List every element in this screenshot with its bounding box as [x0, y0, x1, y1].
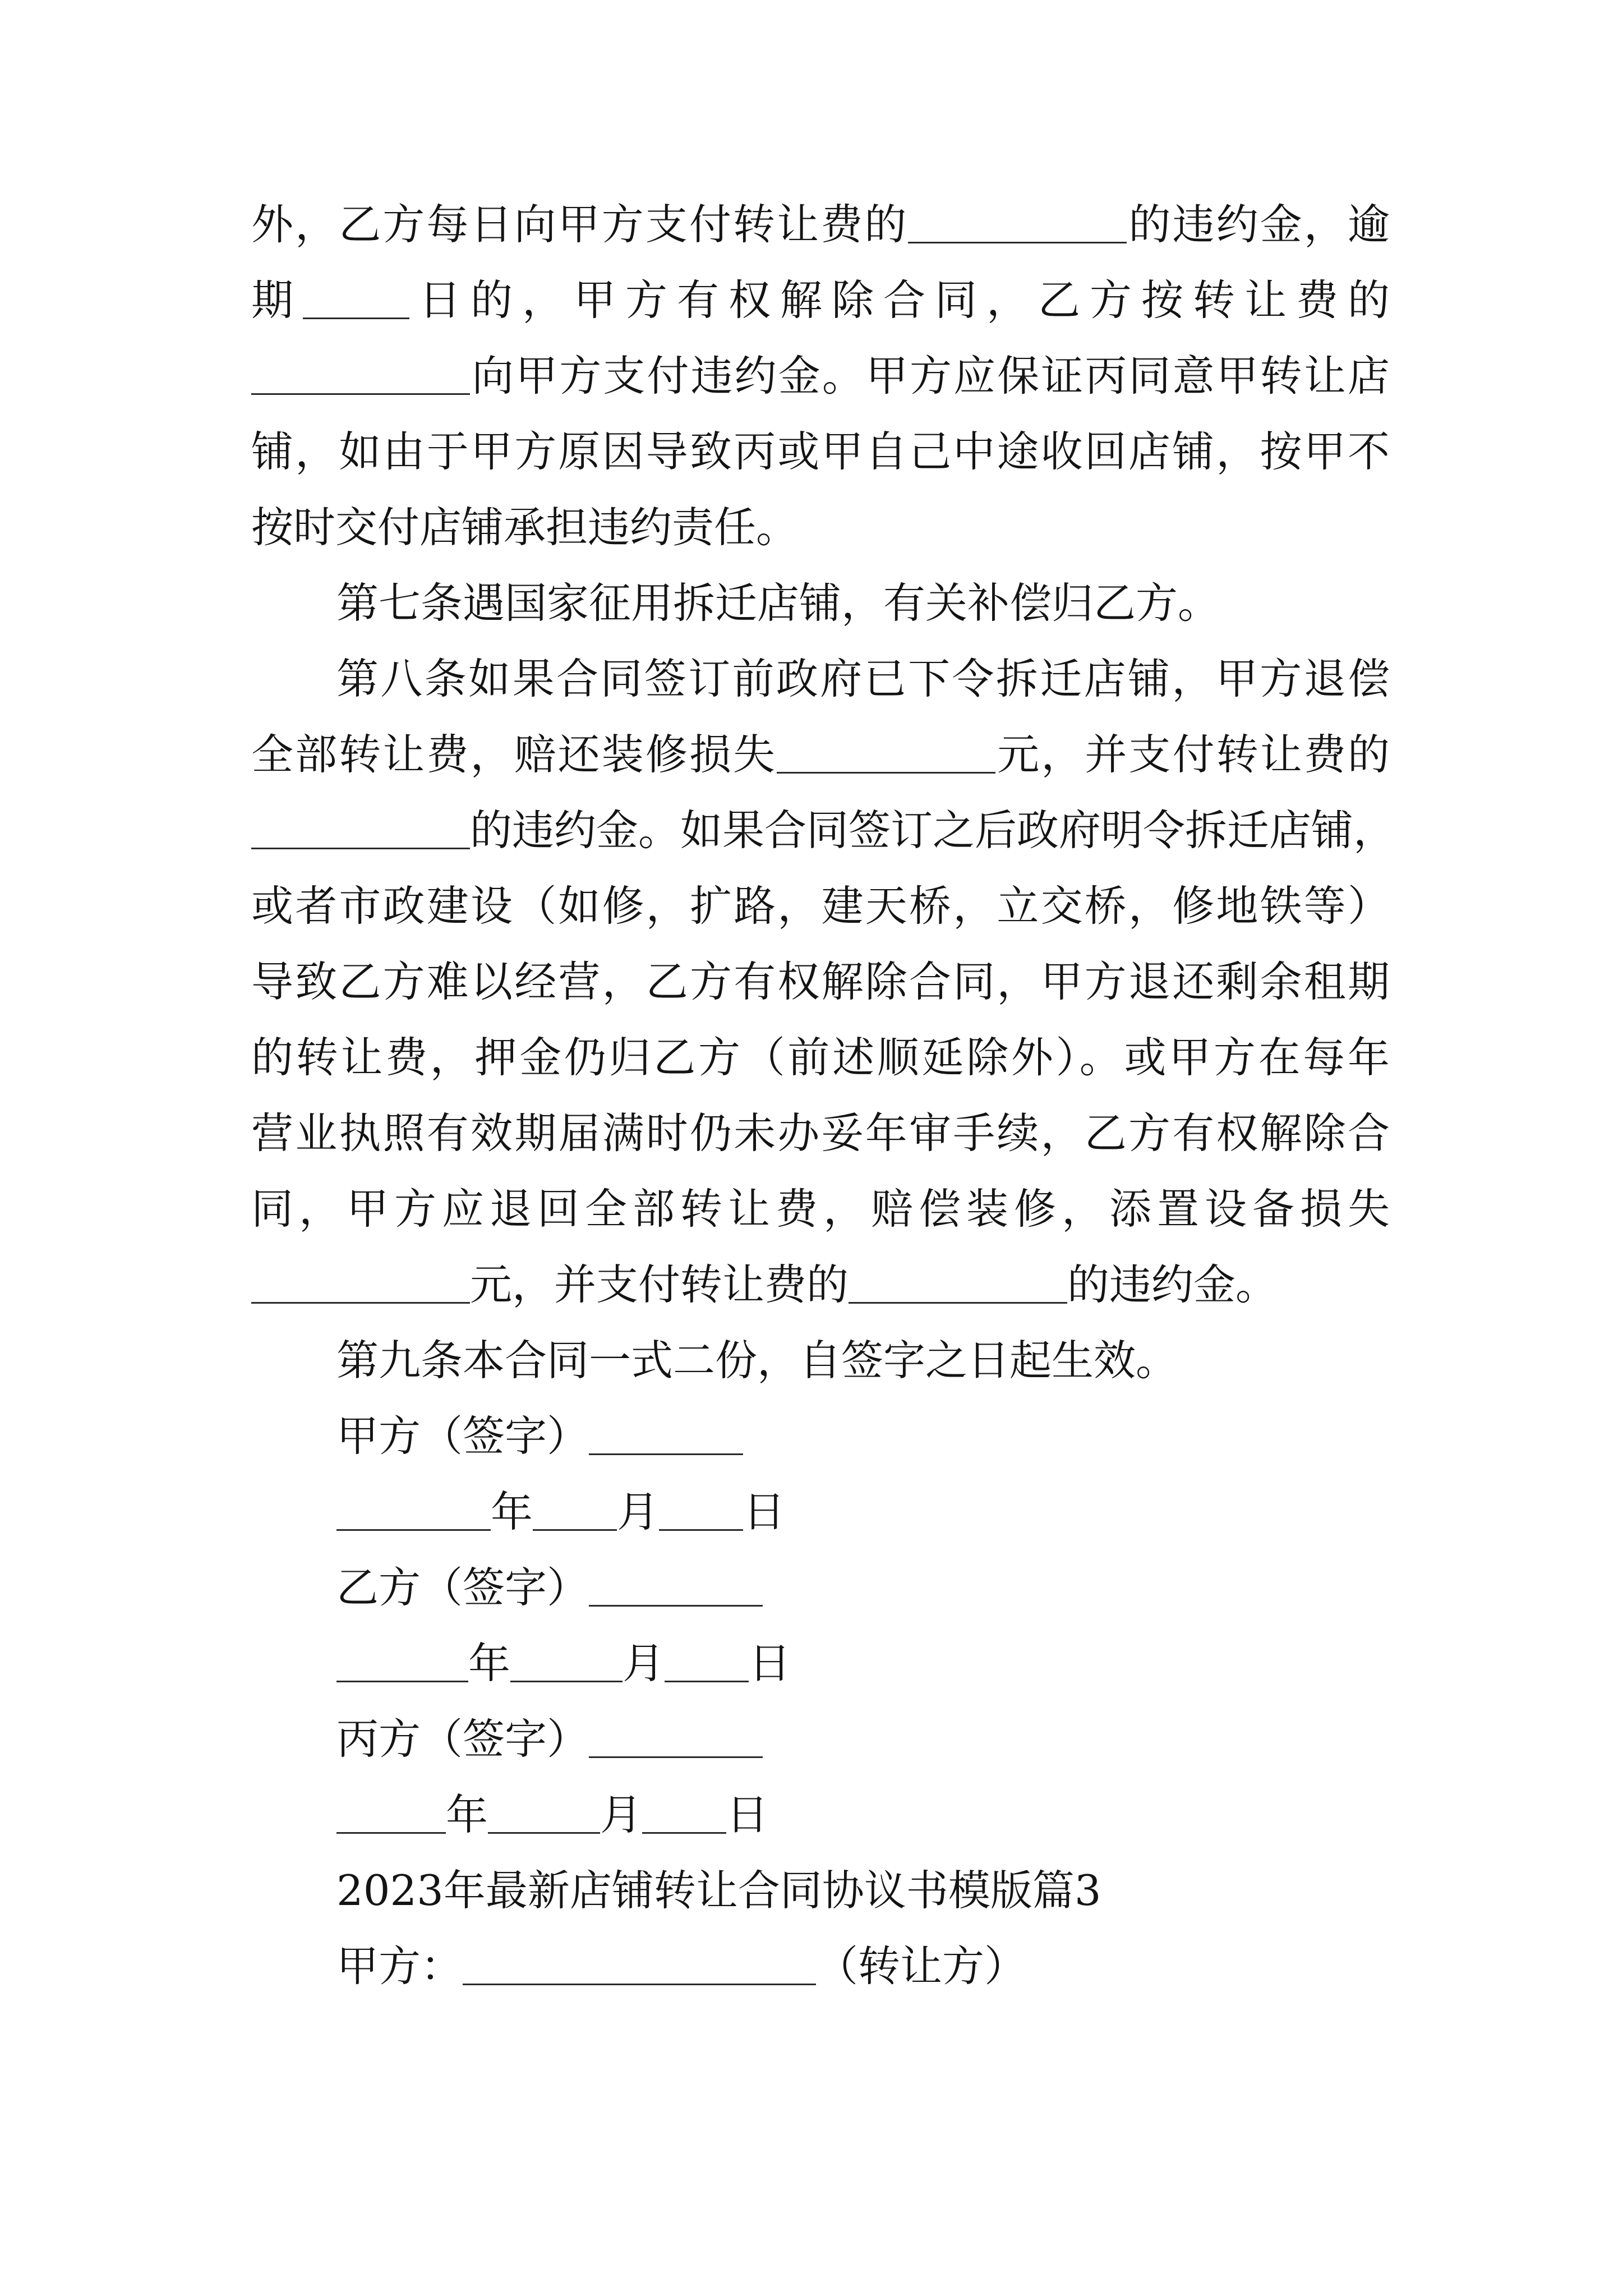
party-c-label: 丙方（签字） — [336, 1714, 589, 1764]
clause-seven: 第七条遇国家征用拆迁店铺，有关补偿归乙方。 — [336, 578, 1220, 628]
party-b-date-line — [336, 1635, 1390, 1691]
paragraph-line — [251, 499, 1390, 555]
paragraph-line — [251, 726, 1390, 783]
month-field[interactable] — [510, 1641, 623, 1682]
paragraph-line — [251, 954, 1390, 1010]
day-field[interactable] — [659, 1490, 743, 1531]
fill-in-blank[interactable] — [908, 203, 1127, 243]
paragraph-line — [251, 802, 1396, 858]
paragraph-line — [336, 575, 1390, 631]
day-label: 日 — [749, 1639, 791, 1688]
fill-in-blank[interactable] — [251, 1263, 470, 1304]
paragraph-line — [251, 1029, 1390, 1085]
fill-in-blank[interactable] — [849, 1263, 1067, 1304]
year-label: 年 — [446, 1790, 488, 1839]
year-field[interactable] — [336, 1490, 491, 1531]
paragraph-line — [251, 272, 1390, 328]
party-b-signature-line — [336, 1559, 1390, 1616]
text-segment: 全部转让费，赔还装修损失 — [251, 730, 777, 779]
fill-in-blank[interactable] — [303, 278, 409, 319]
text-segment: 铺，如由于甲方原因导致丙或甲自己中途收回店铺，按甲不 — [251, 427, 1390, 476]
party-c-signature-field[interactable] — [589, 1717, 763, 1758]
paragraph-line — [251, 878, 1390, 934]
day-field[interactable] — [665, 1641, 749, 1682]
paragraph-line — [251, 1257, 1390, 1313]
party-b-signature-field[interactable] — [589, 1566, 763, 1607]
text-segment: 的转让费，押金仍归乙方（前述顺延除外）。或甲方在每年 — [251, 1033, 1390, 1082]
party-a-signature-line — [336, 1408, 1390, 1464]
fill-in-blank[interactable] — [251, 354, 470, 395]
party-c-signature-line — [336, 1711, 1390, 1767]
paragraph-line — [336, 651, 1390, 707]
paragraph-line — [251, 1105, 1390, 1161]
text-segment: 或者市政建设（如修，扩路，建天桥，立交桥，修地铁等） — [251, 881, 1390, 931]
section-heading — [336, 1862, 1390, 1918]
party-a-label: 甲方（签字） — [336, 1411, 589, 1461]
year-field[interactable] — [336, 1641, 468, 1682]
text-segment: 的违约金。 — [1067, 1260, 1278, 1309]
month-field[interactable] — [488, 1793, 600, 1834]
text-segment: 向甲方支付违约金。甲方应保证丙同意甲转让店 — [470, 351, 1390, 401]
text-segment: 同，甲方应退回全部转让费，赔偿装修，添置设备损失 — [251, 1184, 1390, 1234]
year-label: 年 — [468, 1639, 511, 1688]
clause-eight-start: 第八条如果合同签订前政府已下令拆迁店铺，甲方退偿 — [336, 654, 1390, 703]
year-label: 年 — [491, 1487, 533, 1536]
day-label: 日 — [743, 1487, 786, 1536]
month-label: 月 — [617, 1487, 660, 1536]
day-label: 日 — [726, 1790, 769, 1839]
party-b-label: 乙方（签字） — [336, 1563, 589, 1612]
day-field[interactable] — [642, 1793, 726, 1834]
party-c-date-line — [336, 1787, 1390, 1843]
party-a-name-field[interactable] — [463, 1944, 816, 1985]
party-a-date-line — [336, 1484, 1390, 1540]
text-segment: 元，并支付转让费的 — [995, 730, 1390, 779]
text-segment: 日的，甲方有权解除合同，乙方按转让费的 — [409, 275, 1390, 325]
party-a-prefix: 甲方： — [336, 1941, 463, 1991]
text-segment: 按时交付店铺承担违约责任。 — [251, 503, 799, 552]
text-segment: 外，乙方每日向甲方支付转让费的 — [251, 200, 909, 249]
text-segment: 元，并支付转让费的 — [470, 1260, 849, 1309]
party-a-line — [336, 1938, 1390, 1994]
month-label: 月 — [623, 1639, 665, 1688]
paragraph-line — [251, 196, 1390, 252]
paragraph-line — [251, 348, 1390, 404]
section-title: 2023年最新店铺转让合同协议书模版篇3 — [336, 1866, 1101, 1915]
paragraph-line — [251, 424, 1390, 480]
text-segment: 的违约金。如果合同签订之后政府明令拆迁店铺， — [470, 806, 1396, 855]
paragraph-line — [251, 1181, 1390, 1237]
paragraph-line — [336, 1332, 1390, 1388]
fill-in-blank[interactable] — [251, 808, 470, 849]
text-segment: 导致乙方难以经营，乙方有权解除合同，甲方退还剩余租期 — [251, 957, 1390, 1006]
text-segment: 营业执照有效期届满时仍未办妥年审手续，乙方有权解除合 — [251, 1108, 1390, 1158]
fill-in-blank[interactable] — [777, 733, 995, 774]
text-segment: 的违约金，逾 — [1127, 200, 1390, 249]
party-a-signature-field[interactable] — [589, 1414, 743, 1455]
text-segment: 期 — [251, 275, 303, 325]
year-field[interactable] — [336, 1793, 446, 1834]
transferor-label: （转让方） — [816, 1941, 1027, 1991]
month-field[interactable] — [533, 1490, 617, 1531]
month-label: 月 — [600, 1790, 643, 1839]
clause-nine: 第九条本合同一式二份，自签字之日起生效。 — [336, 1336, 1178, 1385]
